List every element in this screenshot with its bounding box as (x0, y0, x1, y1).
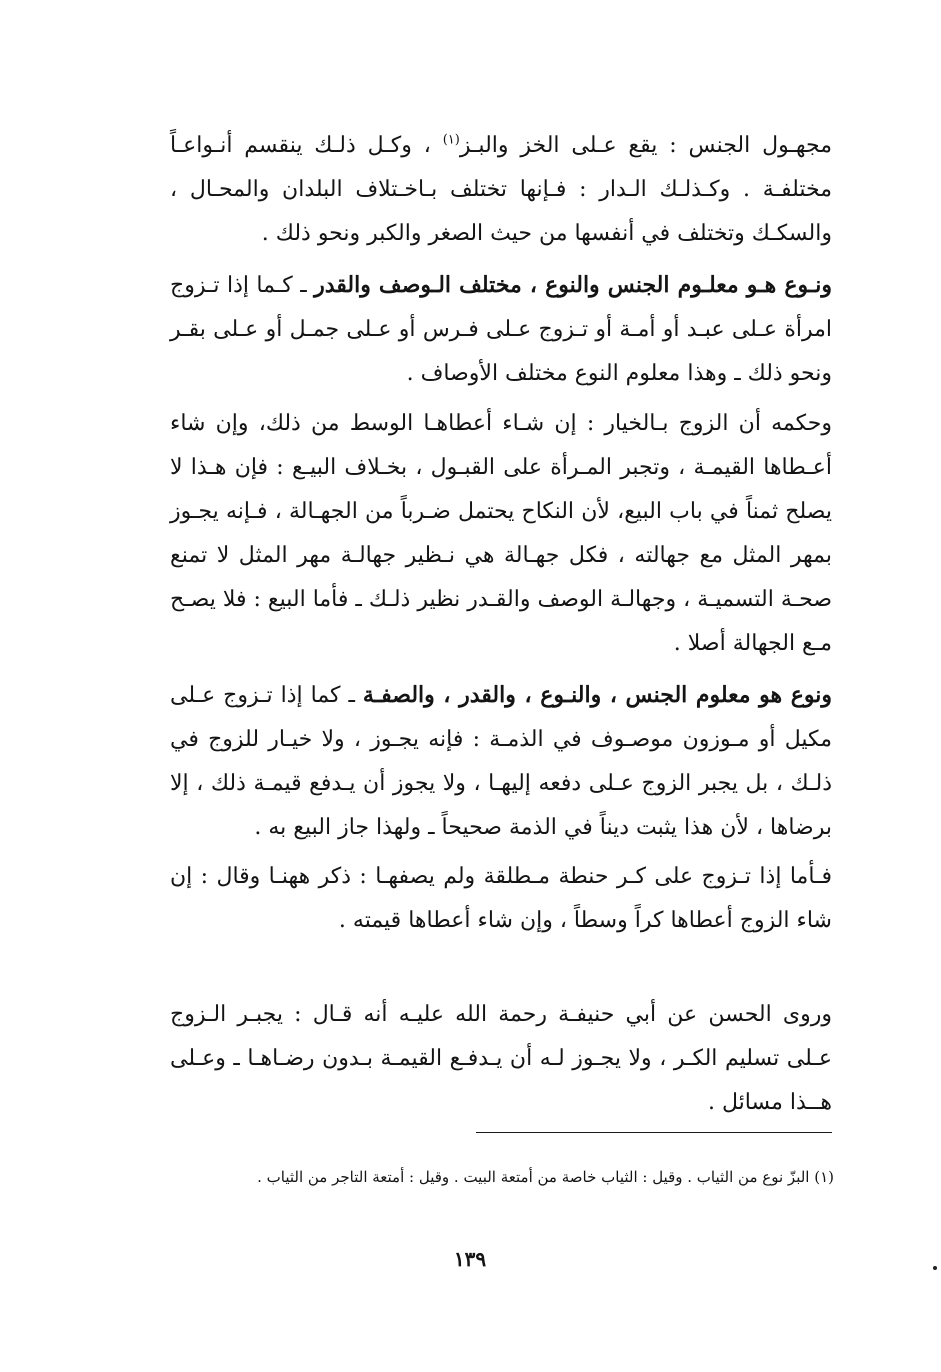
paragraph-1-text: مجهـول الجنس : يقع عـلى الخز والبـز (459, 133, 833, 158)
paragraph-4-heading: ونوع هو معلوم الجنس ، والنـوع ، والقدر ، والصفـة (362, 682, 832, 708)
paragraph-3-text: وحكمه أن الزوج بـالخيار : إن شـاء أعطاهـا الوسط من ذلك، وإن شاء أعـطاها القيمـة ، وتجبر المـرأة على القبـول ، بخـلاف البيـع : فإن هـذا لا يصلح ثمناً في باب البيع، لأن النكاح يحتمل ضـرباً من الجهـالة ، فـإنه يجـوز بمهر المثل مع جهالته ، فكل جهـالة هي نـظير جهالـة مهر المثل لا تمنع صحـة التسميـة ، وجهالـة الوصف والقـدر نظير ذلـك ـ فأما البيع : فلا يصـح مـع الجهالة أصلا . (170, 411, 832, 656)
paragraph-6-text: وروى الحسن عن أبي حنيفـة رحمة الله عليـه أنه قـال : يجبـر الـزوج عـلى تسليم الكـر ، ولا يجـوز لـه أن يـدفـع القيمـة بـدون رضـاهـا ـ وعـلى هــذا مسائل . (170, 1002, 832, 1115)
paragraph-3 (170, 402, 832, 666)
paragraph-6 (170, 993, 832, 1125)
page-number: ١٣٩ (453, 1247, 487, 1271)
paragraph-1 (170, 124, 832, 256)
paragraph-5-text: فـأما إذا تـزوج على كـر حنطة مـطلقة ولم يصفهـا : ذكر ههنـا وقال : إن شاء الزوج أعطاها كراً وسطاً ، وإن شاء أعطاها قيمته . (170, 864, 832, 933)
paragraph-4-text: ـ كما إذا تـزوج عـلى مكيل أو مـوزون موصـوف في الذمـة : فإنه يجـوز ، ولا خيـار للزوج في ذلـك ، بل يجبر الزوج عـلى دفعه إليهـا ، ولا يجوز أن يـدفع قيمـة ذلك ، إلا برضاها ، لأن هذا يثبت ديناً في الذمة صحيحاً ـ ولهذا جاز البيع به . (170, 683, 832, 840)
paragraph-2 (170, 263, 832, 396)
scan-mark (933, 1266, 937, 1270)
paragraph-1-text-continued: ، وكـل ذلـك ينقسم أنـواعـاً مختلفـة . وكـذلـك الـدار : فـإنها تختلف بـاخـتلاف البلدان والمحـال ، والسكـك وتختلف في أنفسها من حيث الصغر والكبر ونحو ذلك . (170, 133, 832, 246)
paragraph-2-heading: ونـوع هـو معلـوم الجنس والنوع ، مختلف الـوصف والقدر (314, 272, 833, 298)
paragraph-4 (170, 673, 832, 850)
footnote: (١) البزّ نوع من الثياب . وقيل : الثياب خاصة من أمتعة البيت . وقيل : أمتعة التاجر من الثياب . (257, 1168, 834, 1186)
paragraph-2-text: ـ كـما إذا تـزوج امرأة عـلى عبـد أو أمـة أو تـزوج عـلى فـرس أو عـلى جمـل أو عـلى بقـر ونحو ذلك ـ وهذا معلوم النوع مختلف الأوصاف . (170, 273, 832, 386)
footnote-divider (476, 1132, 832, 1133)
footnote-reference: (١) (442, 132, 460, 148)
paragraph-5 (170, 855, 832, 943)
